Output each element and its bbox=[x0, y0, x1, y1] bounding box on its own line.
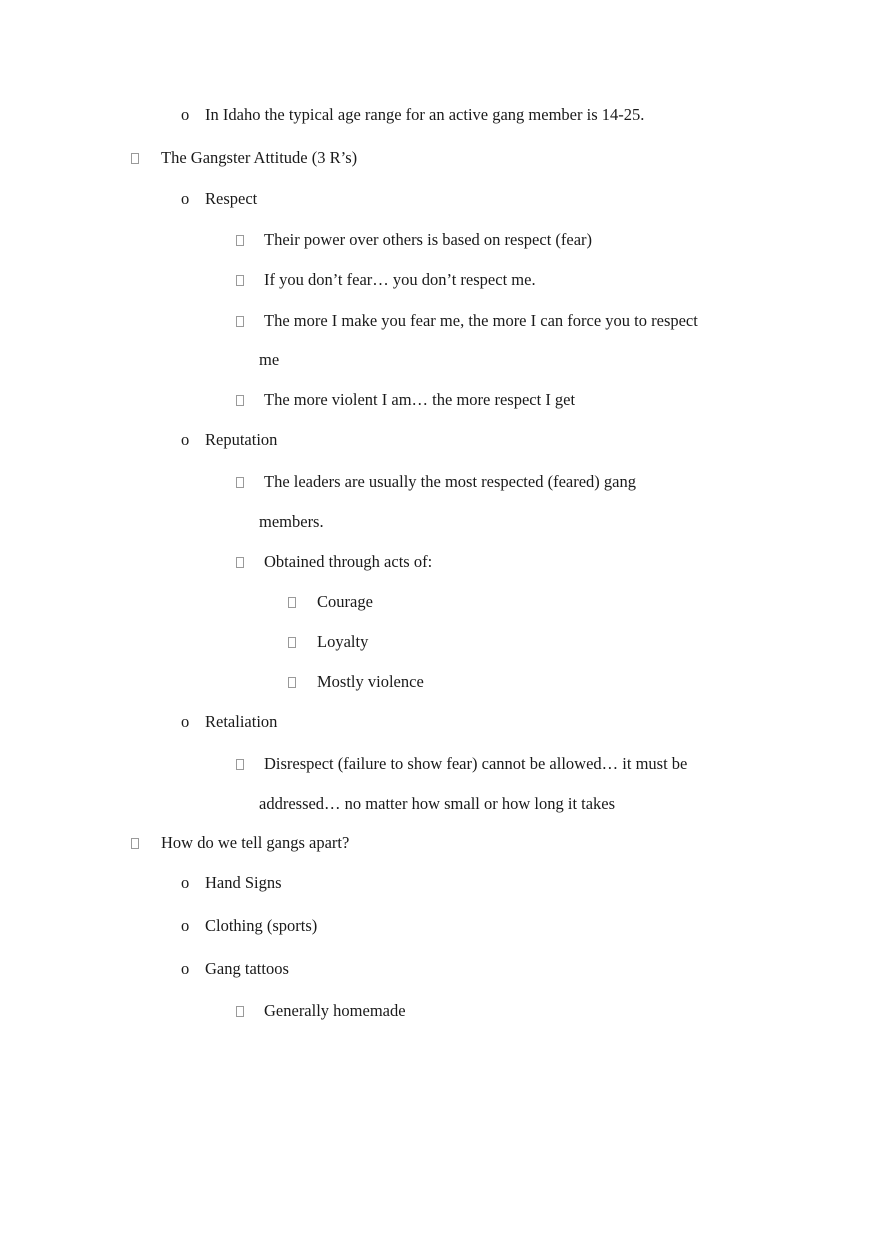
list-item-text: Their power over others is based on respect (fear) bbox=[264, 230, 593, 249]
list-item-continuation: me bbox=[259, 350, 280, 369]
list-item-text: Disrespect (failure to show fear) cannot be allowed… it must be bbox=[264, 754, 688, 773]
bullet-o-marker: o bbox=[181, 430, 190, 449]
list-item-text: Generally homemade bbox=[264, 1001, 406, 1020]
list-item-text: Reputation bbox=[205, 430, 278, 449]
bullet-o-marker: o bbox=[181, 916, 190, 935]
list-item-text: The Gangster Attitude (3 R’s) bbox=[161, 148, 358, 167]
bullet-box-icon bbox=[131, 153, 139, 164]
list-item-text: Loyalty bbox=[317, 632, 369, 651]
list-item-text: Clothing (sports) bbox=[205, 916, 318, 935]
bullet-box-icon bbox=[236, 275, 244, 286]
bullet-o-marker: o bbox=[181, 959, 190, 978]
bullet-box-icon bbox=[236, 759, 244, 770]
bullet-box-icon bbox=[236, 557, 244, 568]
list-item-text: Obtained through acts of: bbox=[264, 552, 433, 571]
list-item-text: Gang tattoos bbox=[205, 959, 289, 978]
bullet-box-icon bbox=[131, 838, 139, 849]
bullet-box-icon bbox=[236, 395, 244, 406]
list-item-text: If you don’t fear… you don’t respect me. bbox=[264, 270, 536, 289]
bullet-box-icon bbox=[288, 597, 296, 608]
list-item-text: Retaliation bbox=[205, 712, 278, 731]
list-item-continuation: members. bbox=[259, 512, 324, 531]
list-item-text: The more violent I am… the more respect I get bbox=[264, 390, 576, 409]
bullet-o-marker: o bbox=[181, 873, 190, 892]
bullet-o-marker: o bbox=[181, 105, 190, 124]
bullet-o-marker: o bbox=[181, 712, 190, 731]
list-item-text: Hand Signs bbox=[205, 873, 282, 892]
bullet-box-icon bbox=[236, 1006, 244, 1017]
list-item-continuation: addressed… no matter how small or how long it takes bbox=[259, 794, 616, 813]
list-item-text: Respect bbox=[205, 189, 258, 208]
list-item-text: In Idaho the typical age range for an active gang member is 14-25. bbox=[205, 105, 645, 124]
list-item-text: Mostly violence bbox=[317, 672, 424, 691]
list-item-text: Courage bbox=[317, 592, 373, 611]
list-item-text: How do we tell gangs apart? bbox=[161, 833, 350, 852]
bullet-box-icon bbox=[236, 316, 244, 327]
bullet-o-marker: o bbox=[181, 189, 190, 208]
bullet-box-icon bbox=[236, 235, 244, 246]
bullet-box-icon bbox=[288, 637, 296, 648]
bullet-box-icon bbox=[288, 677, 296, 688]
bullet-box-icon bbox=[236, 477, 244, 488]
list-item-text: The more I make you fear me, the more I can force you to respect bbox=[264, 311, 698, 330]
list-item-text: The leaders are usually the most respected (feared) gang bbox=[264, 472, 636, 491]
